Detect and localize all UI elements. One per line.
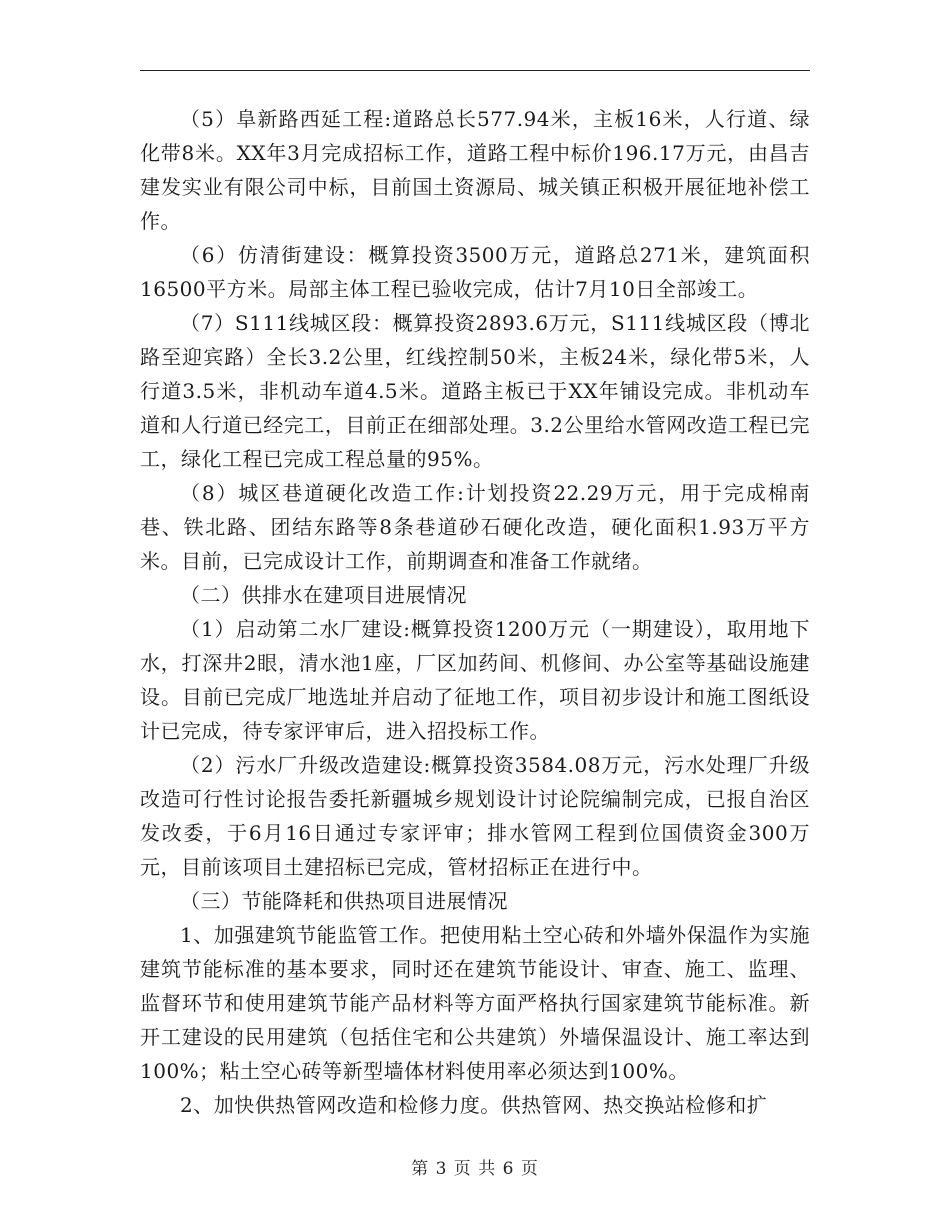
paragraph-alley-hardening: （8）城区巷道硬化改造工作:计划投资22.29万元，用于完成棉南巷、铁北路、团结东路等8条巷道砂石硬化改造，硬化面积1.93万平方米。目前，已完成设计工作，前期调查和准备工作就绪。 <box>140 481 810 573</box>
paragraph-second-waterworks: （1）启动第二水厂建设:概算投资1200万元（一期建设），取用地下水，打深井2眼，清水池1座，厂区加药间、机修间、办公室等基础设施建设。目前已完成厂地选址并启动了征地工作，项目初步设计和施工图纸设计已完成，待专家评审后，进入招投标工作。 <box>140 617 810 743</box>
paragraph-fuxin-road: （5）阜新路西延工程:道路总长577.94米，主板16米，人行道、绿化带8米。XX年3月完成招标工作，道路工程中标价196.17万元，由昌吉建发实业有限公司中标，目前国土资源局、城关镇正积极开展征地补偿工作。 <box>140 107 810 233</box>
header-rule <box>140 70 810 71</box>
paragraph-building-energy: 1、加强建筑节能监管工作。把使用粘土空心砖和外墙外保温作为实施建筑节能标准的基本要求，同时还在建筑节能设计、审查、施工、监理、监督环节和使用建筑节能产品材料等方面严格执行国家建筑节能标准。新开工建设的民用建筑（包括住宅和公共建筑）外墙保温设计、施工率达到100%；粘土空心砖等新型墙体材料使用率必须达到100%。 <box>140 923 810 1083</box>
paragraph-s111-section: （7）S111线城区段：概算投资2893.6万元，S111线城区段（博北路至迎宾路）全长3.2公里，红线控制50米，主板24米，绿化带5米，人行道3.5米，非机动车道4.5米。道路主板已于XX年铺设完成。非机动车道和人行道已经完工，目前正在细部处理。3.2公里给水管网改造工程已完工，绿化工程已完成工程总量的95%。 <box>140 311 810 471</box>
section-heading-water-supply: （二）供排水在建项目进展情况 <box>180 583 467 607</box>
document-body <box>140 102 810 1122</box>
paragraph-heating-network: 2、加快供热管网改造和检修力度。供热管网、热交换站检修和扩 <box>180 1093 768 1117</box>
section-heading-energy-saving: （三）节能降耗和供热项目进展情况 <box>180 889 508 913</box>
page-footer: 第 3 页 共 6 页 <box>411 1159 539 1179</box>
paragraph-fangqing-street: （6）仿清街建设：概算投资3500万元，道路总271米，建筑面积16500平方米。局部主体工程已验收完成，估计7月10日全部竣工。 <box>140 243 810 301</box>
paragraph-sewage-plant: （2）污水厂升级改造建设:概算投资3584.08万元，污水处理厂升级改造可行性讨论报告委托新疆城乡规划设计讨论院编制完成，已报自治区发改委，于6月16日通过专家评审；排水管网工程到位国债资金300万元，目前该项目土建招标已完成，管材招标正在进行中。 <box>140 753 810 879</box>
